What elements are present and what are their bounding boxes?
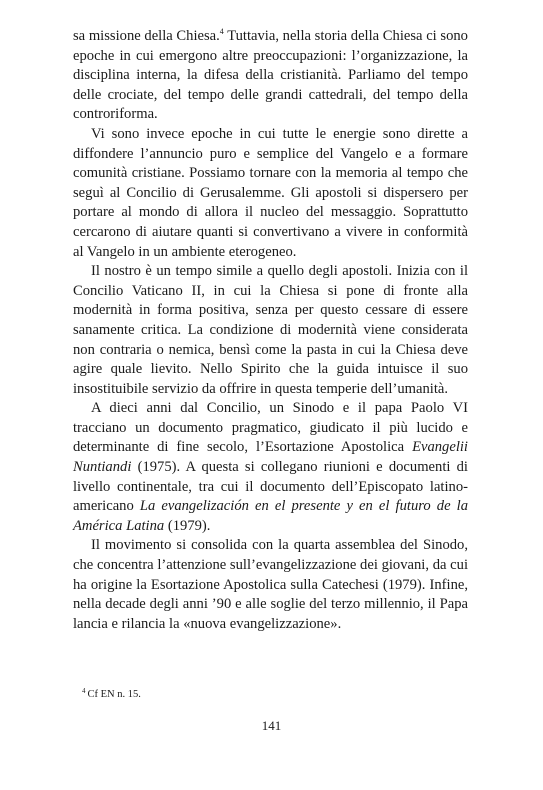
paragraph-3: Il nostro è un tempo simile a quello degli apostoli. Inizia con il Concilio Vaticano II, in cui la Chiesa si pone di fronte alla modernità in forma positiva, senza per questo cessare di essere sanamente critica. La condizione di modernità viene considerata non contraria o nemica, bensì come la pasta in cui la Chiesa deve agire quale lievito. Nello Spirito che la guida intuisce il suo insostituibile servizio da offrire in questa temperie dell’umanità.: [73, 263, 468, 397]
footnote-reference: 4: [219, 27, 224, 37]
page-number: 141: [261, 718, 282, 733]
paragraph-1: [73, 27, 468, 125]
paragraph-4-part-a: A dieci anni dal Concilio, un Sinodo e il papa Paolo VI tracciano un documento pragmatico, giudicato il più lucido e determinante di fine secolo, l’Esortazione Apostolica: [73, 400, 468, 456]
paragraph-1-part-b: Tuttavia, nella storia della Chiesa ci sono epoche in cui emergono altre preoccupazioni: l’organizzazione, la disciplina interna, la difesa della cristianità. Parliamo del tempo delle crociate, del tempo delle grandi cattedrali, del tempo della controriforma.: [73, 28, 468, 123]
footnote-mark: 4: [82, 686, 86, 695]
paragraph-5: Il movimento si consolida con la quarta assemblea del Sinodo, che concentra l’attenzione sull’evangelizzazione dei giovani, da cui ha origine la Esortazione Apostolica sulla Catechesi (1979). Infine, nella decade degli anni ’90 e alle soglie del terzo millennio, il Papa lancia e rilancia la «nuova evangelizzazione».: [73, 537, 468, 632]
paragraph-4: [73, 399, 468, 536]
document-title-latinoamerica: La evangelización en el presente y en el futuro de la América Latina: [73, 498, 469, 534]
paragraph-4-part-c: (1979).: [164, 517, 211, 534]
footnote-text: Cf EN n. 15.: [87, 689, 141, 700]
paragraph-2: Vi sono invece epoche in cui tutte le energie sono dirette a diffondere l’annuncio puro e semplice del Vangelo e a formare comunità cristiane. Possiamo tornare con la memoria al tempo che seguì al Concilio di Gerusalemme. Gli apostoli si dispersero per portare al mondo di allora il nucleo del messaggio. Soprattutto cercarono di aiutare quanti si convertivano a vivere in conformità al Vangelo in un ambiente eterogeneo.: [73, 125, 468, 260]
paragraph-4-part-b: (1975). A questa si collegano riunioni e documenti di livello continentale, tra cui il documento dell’Episcopato latino-americano: [73, 459, 468, 515]
footnote: [82, 688, 141, 702]
paragraph-1-part-a: sa missione della Chiesa.: [73, 28, 220, 44]
body-text: [73, 27, 468, 634]
document-title-evangelii: Evangelii Nuntiandi: [73, 439, 468, 476]
page-content: [73, 27, 468, 634]
